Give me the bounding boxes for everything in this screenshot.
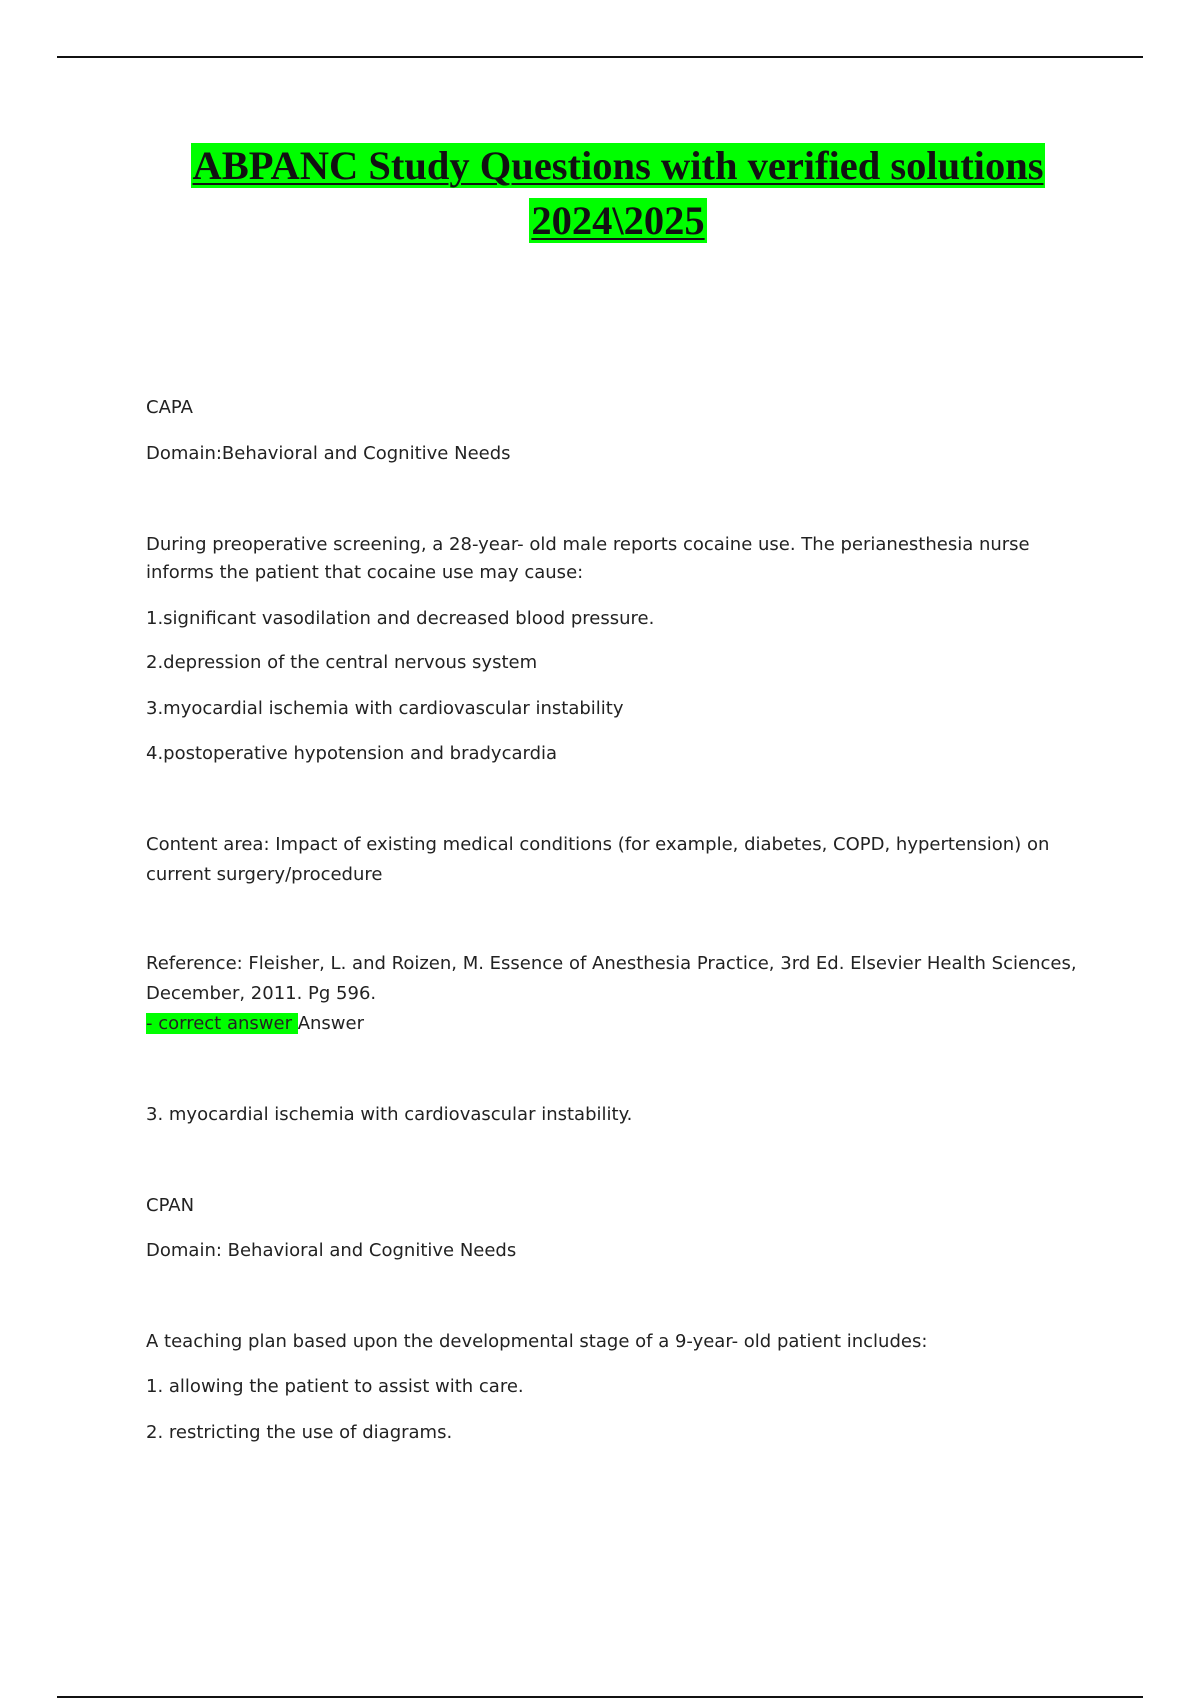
q2-domain: Domain: Behavioral and Cognitive Needs (146, 1240, 517, 1261)
q2-cert: CPAN (146, 1195, 195, 1216)
q1-domain: Domain:Behavioral and Cognitive Needs (146, 443, 511, 464)
q1-answer-marker (146, 1009, 1096, 1039)
q1-content-area-line-1: Content area: Impact of existing medical conditions (for example, diabetes, COPD, hypertension) on (146, 834, 1050, 855)
correct-answer-highlight: - correct answer (146, 1013, 298, 1034)
q1-correct-answer: 3. myocardial ischemia with cardiovascular instability. (146, 1104, 633, 1125)
q1-stem-line-1: During preoperative screening, a 28-year- old male reports cocaine use. The perianesthesia nurse (146, 534, 1030, 555)
q2-stem: A teaching plan based upon the developmental stage of a 9-year- old patient includes: (146, 1331, 928, 1352)
title-line-1: ABPANC Study Questions with verified solutions (192, 143, 1044, 188)
answer-label: Answer (297, 1013, 364, 1034)
q1-stem-line-2: informs the patient that cocaine use may cause: (146, 562, 584, 583)
q1-option-2: 2.depression of the central nervous system (146, 652, 538, 673)
q1-option-1: 1.significant vasodilation and decreased blood pressure. (146, 608, 655, 629)
q1-reference-line-1: Reference: Fleisher, L. and Roizen, M. Essence of Anesthesia Practice, 3rd Ed. Elsevier Health Sciences, (146, 953, 1077, 974)
q2-option-1: 1. allowing the patient to assist with care. (146, 1376, 524, 1397)
q1-cert: CAPA (146, 397, 193, 418)
q1-option-4: 4.postoperative hypotension and bradycardia (146, 743, 558, 764)
q2-option-2: 2. restricting the use of diagrams. (146, 1422, 453, 1443)
q1-reference-line-2: December, 2011. Pg 596. (146, 983, 377, 1004)
document-title (0, 138, 1200, 248)
title-line-2: 2024\2025 (531, 198, 705, 243)
q1-content-area-line-2: current surgery/procedure (146, 864, 383, 885)
q1-option-3: 3.myocardial ischemia with cardiovascular instability (146, 698, 624, 719)
footer-rule (57, 1696, 1143, 1698)
header-rule (57, 56, 1143, 58)
